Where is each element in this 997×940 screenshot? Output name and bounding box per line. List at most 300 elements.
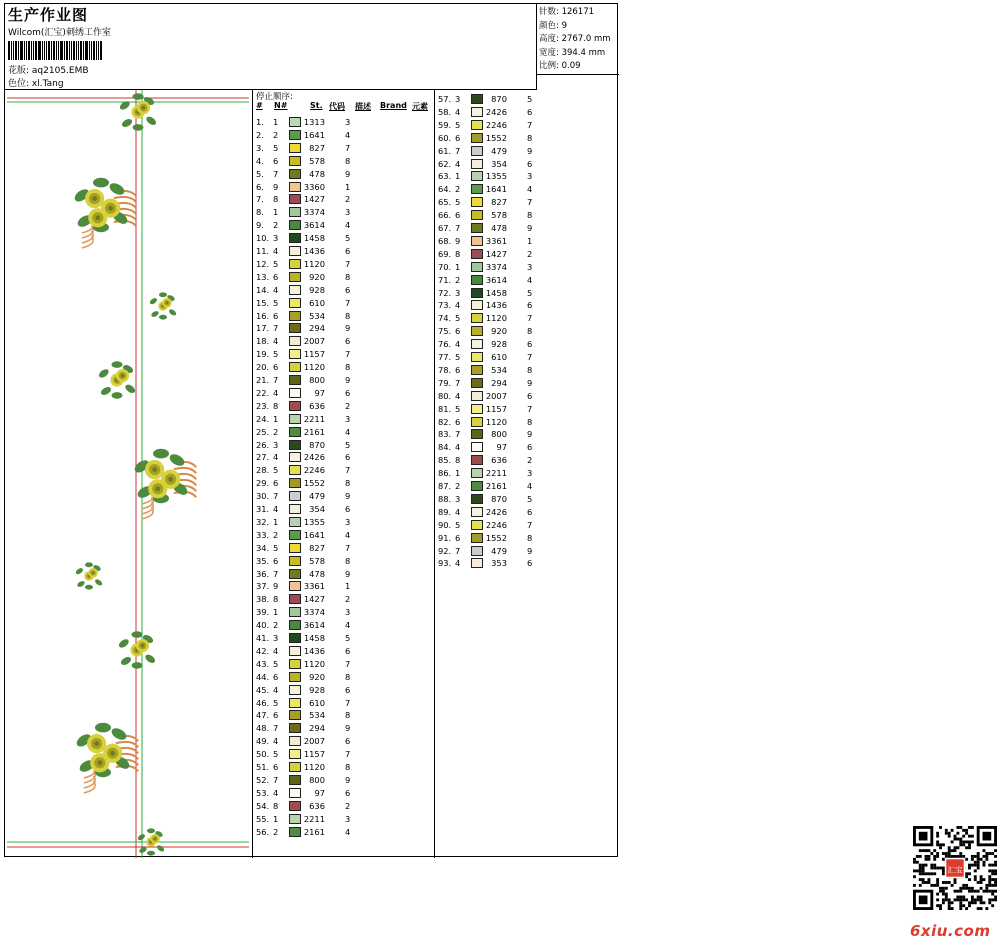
- barcode-bar: [8, 41, 10, 60]
- stop-row: [253, 258, 433, 271]
- color-swatch: [289, 762, 301, 772]
- color-swatch: [471, 417, 483, 427]
- stop-seq: 77.: [438, 352, 452, 362]
- color-swatch: [289, 452, 301, 462]
- stop-row: [435, 158, 615, 171]
- barcode-bar: [83, 41, 84, 60]
- thread-code: 578: [309, 555, 325, 566]
- stop-seq-sub: 2: [273, 620, 279, 631]
- thread-code: 3614: [303, 220, 325, 231]
- stop-seq-sub: 7: [273, 568, 279, 579]
- stop-seq: 63.: [438, 171, 452, 182]
- stop-seq-sub: 1: [455, 261, 461, 272]
- stop-seq: 64.: [438, 184, 452, 195]
- stop-row: [253, 464, 433, 477]
- thread-code: 534: [309, 710, 325, 721]
- thread-code: 1458: [485, 287, 507, 298]
- stop-seq-sub: 6: [455, 210, 461, 221]
- needle-number: 3: [345, 413, 351, 424]
- stop-sequence-header: [256, 101, 436, 113]
- stop-row: [253, 516, 433, 529]
- page-title: 生产作业图: [8, 6, 89, 24]
- thread-code: 2007: [485, 390, 507, 401]
- thread-code: 294: [309, 323, 325, 334]
- thread-code: 2426: [303, 452, 325, 463]
- info-value: 0.09: [561, 61, 581, 71]
- stop-seq-sub: 1: [455, 171, 461, 182]
- stop-seq-sub: 4: [273, 736, 279, 747]
- needle-number: 3: [345, 516, 351, 527]
- barcode-bar: [58, 41, 59, 60]
- stop-seq: 39.: [256, 607, 270, 618]
- flower-motif: [149, 292, 177, 319]
- col-brand-header: Brand: [380, 101, 407, 110]
- stop-row: [253, 387, 433, 400]
- needle-number: 6: [345, 684, 351, 695]
- barcode-bar: [53, 41, 55, 60]
- stop-row: [253, 632, 433, 645]
- stop-row: [253, 310, 433, 323]
- color-swatch: [289, 478, 301, 488]
- stop-seq-sub: 4: [273, 684, 279, 695]
- stop-row: [435, 119, 615, 132]
- color-swatch: [471, 352, 483, 362]
- thread-code: 2211: [303, 413, 325, 424]
- col-st-header: St.: [310, 101, 323, 110]
- thread-code: 1552: [485, 132, 507, 143]
- stop-seq: 86.: [438, 468, 452, 479]
- needle-number: 9: [527, 377, 533, 388]
- color-swatch: [289, 581, 301, 591]
- production-sheet: [4, 3, 991, 940]
- stop-row: [435, 338, 615, 351]
- color-swatch: [471, 533, 483, 543]
- stop-row: [253, 555, 433, 568]
- stop-seq: 58.: [438, 106, 452, 117]
- info-colors: [539, 19, 619, 33]
- stop-row: [435, 416, 615, 429]
- stop-seq: 16.: [256, 310, 270, 321]
- stop-row: [253, 129, 433, 142]
- stop-row: [435, 441, 615, 454]
- thread-code: 534: [491, 364, 507, 375]
- stop-seq: 61.: [438, 145, 452, 156]
- stop-seq-sub: 7: [455, 429, 461, 440]
- design-info-box: [537, 4, 619, 75]
- stop-seq-sub: 6: [455, 326, 461, 337]
- stop-row: [253, 503, 433, 516]
- thread-code: 3374: [485, 261, 507, 272]
- stop-row: [253, 232, 433, 245]
- color-swatch: [471, 520, 483, 530]
- color-swatch: [289, 194, 301, 204]
- stop-row: [435, 248, 615, 261]
- colorway-line: [8, 76, 64, 89]
- stop-seq: 38.: [256, 594, 270, 605]
- stop-seq: 20.: [256, 362, 270, 373]
- stop-seq-sub: 2: [273, 220, 279, 231]
- stop-row: [253, 709, 433, 722]
- needle-number: 8: [345, 710, 351, 721]
- needle-number: 3: [345, 117, 351, 127]
- stop-row: [253, 439, 433, 452]
- needle-number: 7: [345, 142, 351, 153]
- needle-number: 6: [345, 387, 351, 398]
- design-file-label: 花版:: [8, 66, 30, 76]
- barcode-bar: [42, 41, 43, 60]
- stop-seq: 81.: [438, 403, 452, 414]
- color-swatch: [289, 336, 301, 346]
- header-block: [5, 4, 537, 90]
- color-swatch: [289, 710, 301, 720]
- stop-seq-sub: 1: [273, 117, 279, 127]
- colorway-label: 色位:: [8, 79, 30, 89]
- stop-seq-sub: 5: [455, 197, 461, 208]
- needle-number: 9: [345, 323, 351, 334]
- stop-row: [253, 697, 433, 710]
- thread-code: 920: [309, 271, 325, 282]
- stop-row: [435, 428, 615, 441]
- studio-name: Wilcom(汇宝)刺绣工作室: [8, 28, 111, 38]
- stop-seq-sub: 4: [455, 390, 461, 401]
- thread-code: 1641: [303, 129, 325, 140]
- stop-seq: 28.: [256, 465, 270, 476]
- needle-number: 2: [345, 594, 351, 605]
- stop-seq: 88.: [438, 493, 452, 504]
- stop-seq-sub: 1: [455, 468, 461, 479]
- stop-seq: 33.: [256, 529, 270, 540]
- color-swatch: [289, 620, 301, 630]
- needle-number: 8: [527, 416, 533, 427]
- stop-seq-sub: 5: [455, 313, 461, 324]
- stop-seq: 9.: [256, 220, 264, 231]
- color-swatch: [289, 556, 301, 566]
- stop-seq: 43.: [256, 658, 270, 669]
- stop-seq: 66.: [438, 210, 452, 221]
- thread-code: 1120: [303, 658, 325, 669]
- stop-seq-sub: 6: [273, 362, 279, 373]
- stop-seq-sub: 5: [273, 749, 279, 760]
- stop-row: [253, 400, 433, 413]
- needle-number: 4: [527, 184, 533, 195]
- color-swatch: [471, 507, 483, 517]
- needle-number: 9: [345, 491, 351, 502]
- needle-number: 8: [527, 132, 533, 143]
- thread-code: 2246: [485, 119, 507, 130]
- stop-seq-sub: 4: [455, 506, 461, 517]
- thread-code: 3360: [303, 181, 325, 192]
- stop-seq-sub: 1: [273, 516, 279, 527]
- stop-seq: 34.: [256, 542, 270, 553]
- stop-seq-sub: 8: [273, 800, 279, 811]
- stop-row: [435, 519, 615, 532]
- thread-code: 3361: [485, 235, 507, 246]
- needle-number: 6: [345, 336, 351, 347]
- stop-row: [253, 735, 433, 748]
- needle-number: 6: [527, 300, 533, 311]
- stop-seq: 2.: [256, 129, 264, 140]
- stop-seq: 83.: [438, 429, 452, 440]
- thread-code: 3374: [303, 607, 325, 618]
- barcode-bar: [20, 41, 23, 60]
- stop-row: [253, 684, 433, 697]
- stop-row: [435, 261, 615, 274]
- needle-number: 6: [345, 246, 351, 256]
- thread-code: 1120: [303, 762, 325, 772]
- stop-seq: 29.: [256, 478, 270, 489]
- color-swatch: [289, 143, 301, 153]
- stop-seq: 11.: [256, 246, 270, 256]
- color-swatch: [289, 130, 301, 140]
- barcode-bar: [44, 41, 45, 60]
- thread-code: 294: [309, 723, 325, 734]
- stop-row: [435, 467, 615, 480]
- stop-row: [435, 106, 615, 119]
- stop-seq: 65.: [438, 197, 452, 208]
- stop-row: [253, 297, 433, 310]
- needle-number: 8: [345, 155, 351, 166]
- stop-seq: 93.: [438, 558, 452, 569]
- thread-code: 97: [314, 787, 325, 798]
- stop-row: [253, 813, 433, 826]
- color-swatch: [471, 378, 483, 388]
- stop-row: [435, 454, 615, 467]
- needle-number: 9: [345, 568, 351, 579]
- needle-number: 9: [527, 429, 533, 440]
- stop-seq-sub: 8: [273, 594, 279, 605]
- stop-seq: 3.: [256, 142, 264, 153]
- color-swatch: [471, 107, 483, 117]
- stop-seq-sub: 4: [273, 387, 279, 398]
- stop-row: [435, 351, 615, 364]
- stop-seq-sub: 4: [273, 787, 279, 798]
- stop-row: [253, 335, 433, 348]
- stop-row: [435, 145, 615, 158]
- thread-code: 1458: [303, 233, 325, 244]
- color-swatch: [289, 465, 301, 475]
- thread-code: 294: [491, 377, 507, 388]
- thread-code: 479: [491, 545, 507, 556]
- color-swatch: [289, 685, 301, 695]
- color-swatch: [471, 133, 483, 143]
- stop-seq-sub: 5: [273, 697, 279, 708]
- stop-row: [253, 826, 433, 839]
- thread-code: 97: [496, 442, 507, 453]
- stop-seq: 50.: [256, 749, 270, 760]
- thread-code: 479: [309, 491, 325, 502]
- stop-seq-sub: 4: [273, 246, 279, 256]
- thread-code: 2246: [303, 465, 325, 476]
- needle-number: 6: [345, 284, 351, 295]
- stop-seq-sub: 9: [273, 581, 279, 592]
- flower-motif: [73, 178, 137, 248]
- stop-seq: 19.: [256, 349, 270, 360]
- color-swatch: [289, 388, 301, 398]
- needle-number: 1: [527, 235, 533, 246]
- needle-number: 4: [527, 274, 533, 285]
- stop-seq-sub: 2: [455, 274, 461, 285]
- col-code-header: 代码: [329, 102, 345, 111]
- needle-number: 8: [527, 364, 533, 375]
- stop-seq: 52.: [256, 774, 270, 785]
- stop-seq-sub: 6: [273, 762, 279, 772]
- design-file-line: [8, 63, 89, 76]
- stop-seq: 35.: [256, 555, 270, 566]
- color-swatch: [471, 146, 483, 156]
- stop-seq-sub: 5: [273, 349, 279, 360]
- design-preview: [5, 90, 253, 858]
- stop-seq-sub: 3: [455, 287, 461, 298]
- color-swatch: [289, 723, 301, 733]
- stop-row: [253, 619, 433, 632]
- thread-code: 1641: [485, 184, 507, 195]
- stop-seq-sub: 7: [273, 774, 279, 785]
- stop-seq-sub: 6: [273, 555, 279, 566]
- color-swatch: [289, 233, 301, 243]
- barcode-bar: [85, 41, 88, 60]
- thread-code: 3614: [485, 274, 507, 285]
- flower-motif: [75, 562, 103, 589]
- color-swatch: [471, 236, 483, 246]
- stop-seq: 21.: [256, 375, 270, 385]
- thread-code: 2161: [303, 426, 325, 437]
- needle-number: 5: [345, 233, 351, 244]
- stop-seq-sub: 4: [273, 645, 279, 656]
- thread-code: 1552: [303, 478, 325, 489]
- stop-seq-sub: 4: [455, 300, 461, 311]
- stop-seq-sub: 4: [455, 158, 461, 169]
- stop-seq: 5.: [256, 168, 264, 179]
- needle-number: 4: [345, 220, 351, 231]
- color-swatch: [471, 159, 483, 169]
- stop-seq-sub: 7: [455, 377, 461, 388]
- stop-seq: 68.: [438, 235, 452, 246]
- stop-seq-sub: 6: [455, 132, 461, 143]
- color-swatch: [471, 94, 483, 104]
- stop-seq: 78.: [438, 364, 452, 375]
- stop-seq-sub: 6: [273, 155, 279, 166]
- needle-number: 2: [345, 194, 351, 205]
- info-height: [539, 32, 619, 46]
- color-swatch: [289, 207, 301, 217]
- needle-number: 8: [345, 362, 351, 373]
- stop-seq: 72.: [438, 287, 452, 298]
- needle-number: 7: [345, 542, 351, 553]
- barcode-bar: [15, 41, 17, 60]
- stop-seq: 80.: [438, 390, 452, 401]
- barcode-bar: [66, 41, 68, 60]
- needle-number: 4: [345, 129, 351, 140]
- barcode-bar: [69, 41, 70, 60]
- color-swatch: [471, 326, 483, 336]
- barcode-bar: [33, 41, 34, 60]
- needle-number: 6: [527, 506, 533, 517]
- color-swatch: [289, 749, 301, 759]
- stop-seq: 85.: [438, 455, 452, 466]
- stop-seq: 92.: [438, 545, 452, 556]
- stop-seq-sub: 7: [273, 375, 279, 385]
- thread-code: 97: [314, 387, 325, 398]
- stop-seq: 41.: [256, 633, 270, 643]
- stop-seq: 54.: [256, 800, 270, 811]
- color-swatch: [471, 468, 483, 478]
- barcode-bar: [18, 41, 19, 60]
- thread-code: 578: [309, 155, 325, 166]
- thread-code: 636: [309, 800, 325, 811]
- needle-number: 7: [527, 119, 533, 130]
- thread-code: 636: [309, 400, 325, 411]
- thread-code: 3374: [303, 207, 325, 218]
- needle-number: 8: [345, 271, 351, 282]
- thread-code: 2211: [485, 468, 507, 479]
- stop-seq-sub: 8: [273, 400, 279, 411]
- stop-row: [253, 568, 433, 581]
- barcode-bar: [56, 41, 57, 60]
- qr-seal-text: 汇宝: [947, 865, 963, 875]
- stop-row: [435, 132, 615, 145]
- stop-row: [435, 287, 615, 300]
- barcode-bar: [76, 41, 77, 60]
- stop-seq-sub: 6: [273, 310, 279, 321]
- stop-seq: 74.: [438, 313, 452, 324]
- needle-number: 6: [345, 452, 351, 463]
- stop-row: [253, 361, 433, 374]
- thread-code: 578: [491, 210, 507, 221]
- color-swatch: [289, 633, 301, 643]
- color-swatch: [471, 404, 483, 414]
- thread-code: 827: [309, 542, 325, 553]
- stop-sequence-column-2: [435, 90, 991, 940]
- barcode-bar: [96, 41, 97, 60]
- thread-code: 2426: [485, 506, 507, 517]
- stop-seq-sub: 2: [273, 826, 279, 837]
- stop-seq: 57.: [438, 94, 452, 104]
- stop-seq-sub: 1: [273, 813, 279, 824]
- color-swatch: [471, 184, 483, 194]
- barcode-bar: [35, 41, 37, 60]
- thread-code: 1427: [303, 594, 325, 605]
- flower-motif: [75, 723, 139, 793]
- thread-code: 1355: [303, 516, 325, 527]
- stop-seq-sub: 7: [273, 168, 279, 179]
- color-swatch: [289, 543, 301, 553]
- needle-number: 7: [345, 297, 351, 308]
- stop-seq: 55.: [256, 813, 270, 824]
- stop-seq: 22.: [256, 387, 270, 398]
- needle-number: 9: [345, 375, 351, 385]
- stop-seq-sub: 4: [455, 106, 461, 117]
- needle-number: 9: [345, 774, 351, 785]
- color-swatch: [289, 788, 301, 798]
- color-swatch: [289, 182, 301, 192]
- barcode-bar: [48, 41, 50, 60]
- color-swatch: [471, 481, 483, 491]
- stop-row: [253, 219, 433, 232]
- thread-code: 870: [491, 493, 507, 504]
- stop-seq-sub: 7: [455, 223, 461, 233]
- color-swatch: [471, 313, 483, 323]
- stop-seq: 89.: [438, 506, 452, 517]
- stop-seq: 53.: [256, 787, 270, 798]
- color-swatch: [289, 220, 301, 230]
- needle-number: 6: [345, 645, 351, 656]
- stop-row: [253, 181, 433, 194]
- color-swatch: [289, 672, 301, 682]
- color-swatch: [289, 156, 301, 166]
- stop-row: [253, 451, 433, 464]
- design-file-value: aq2105.EMB: [31, 66, 89, 76]
- color-swatch: [289, 285, 301, 295]
